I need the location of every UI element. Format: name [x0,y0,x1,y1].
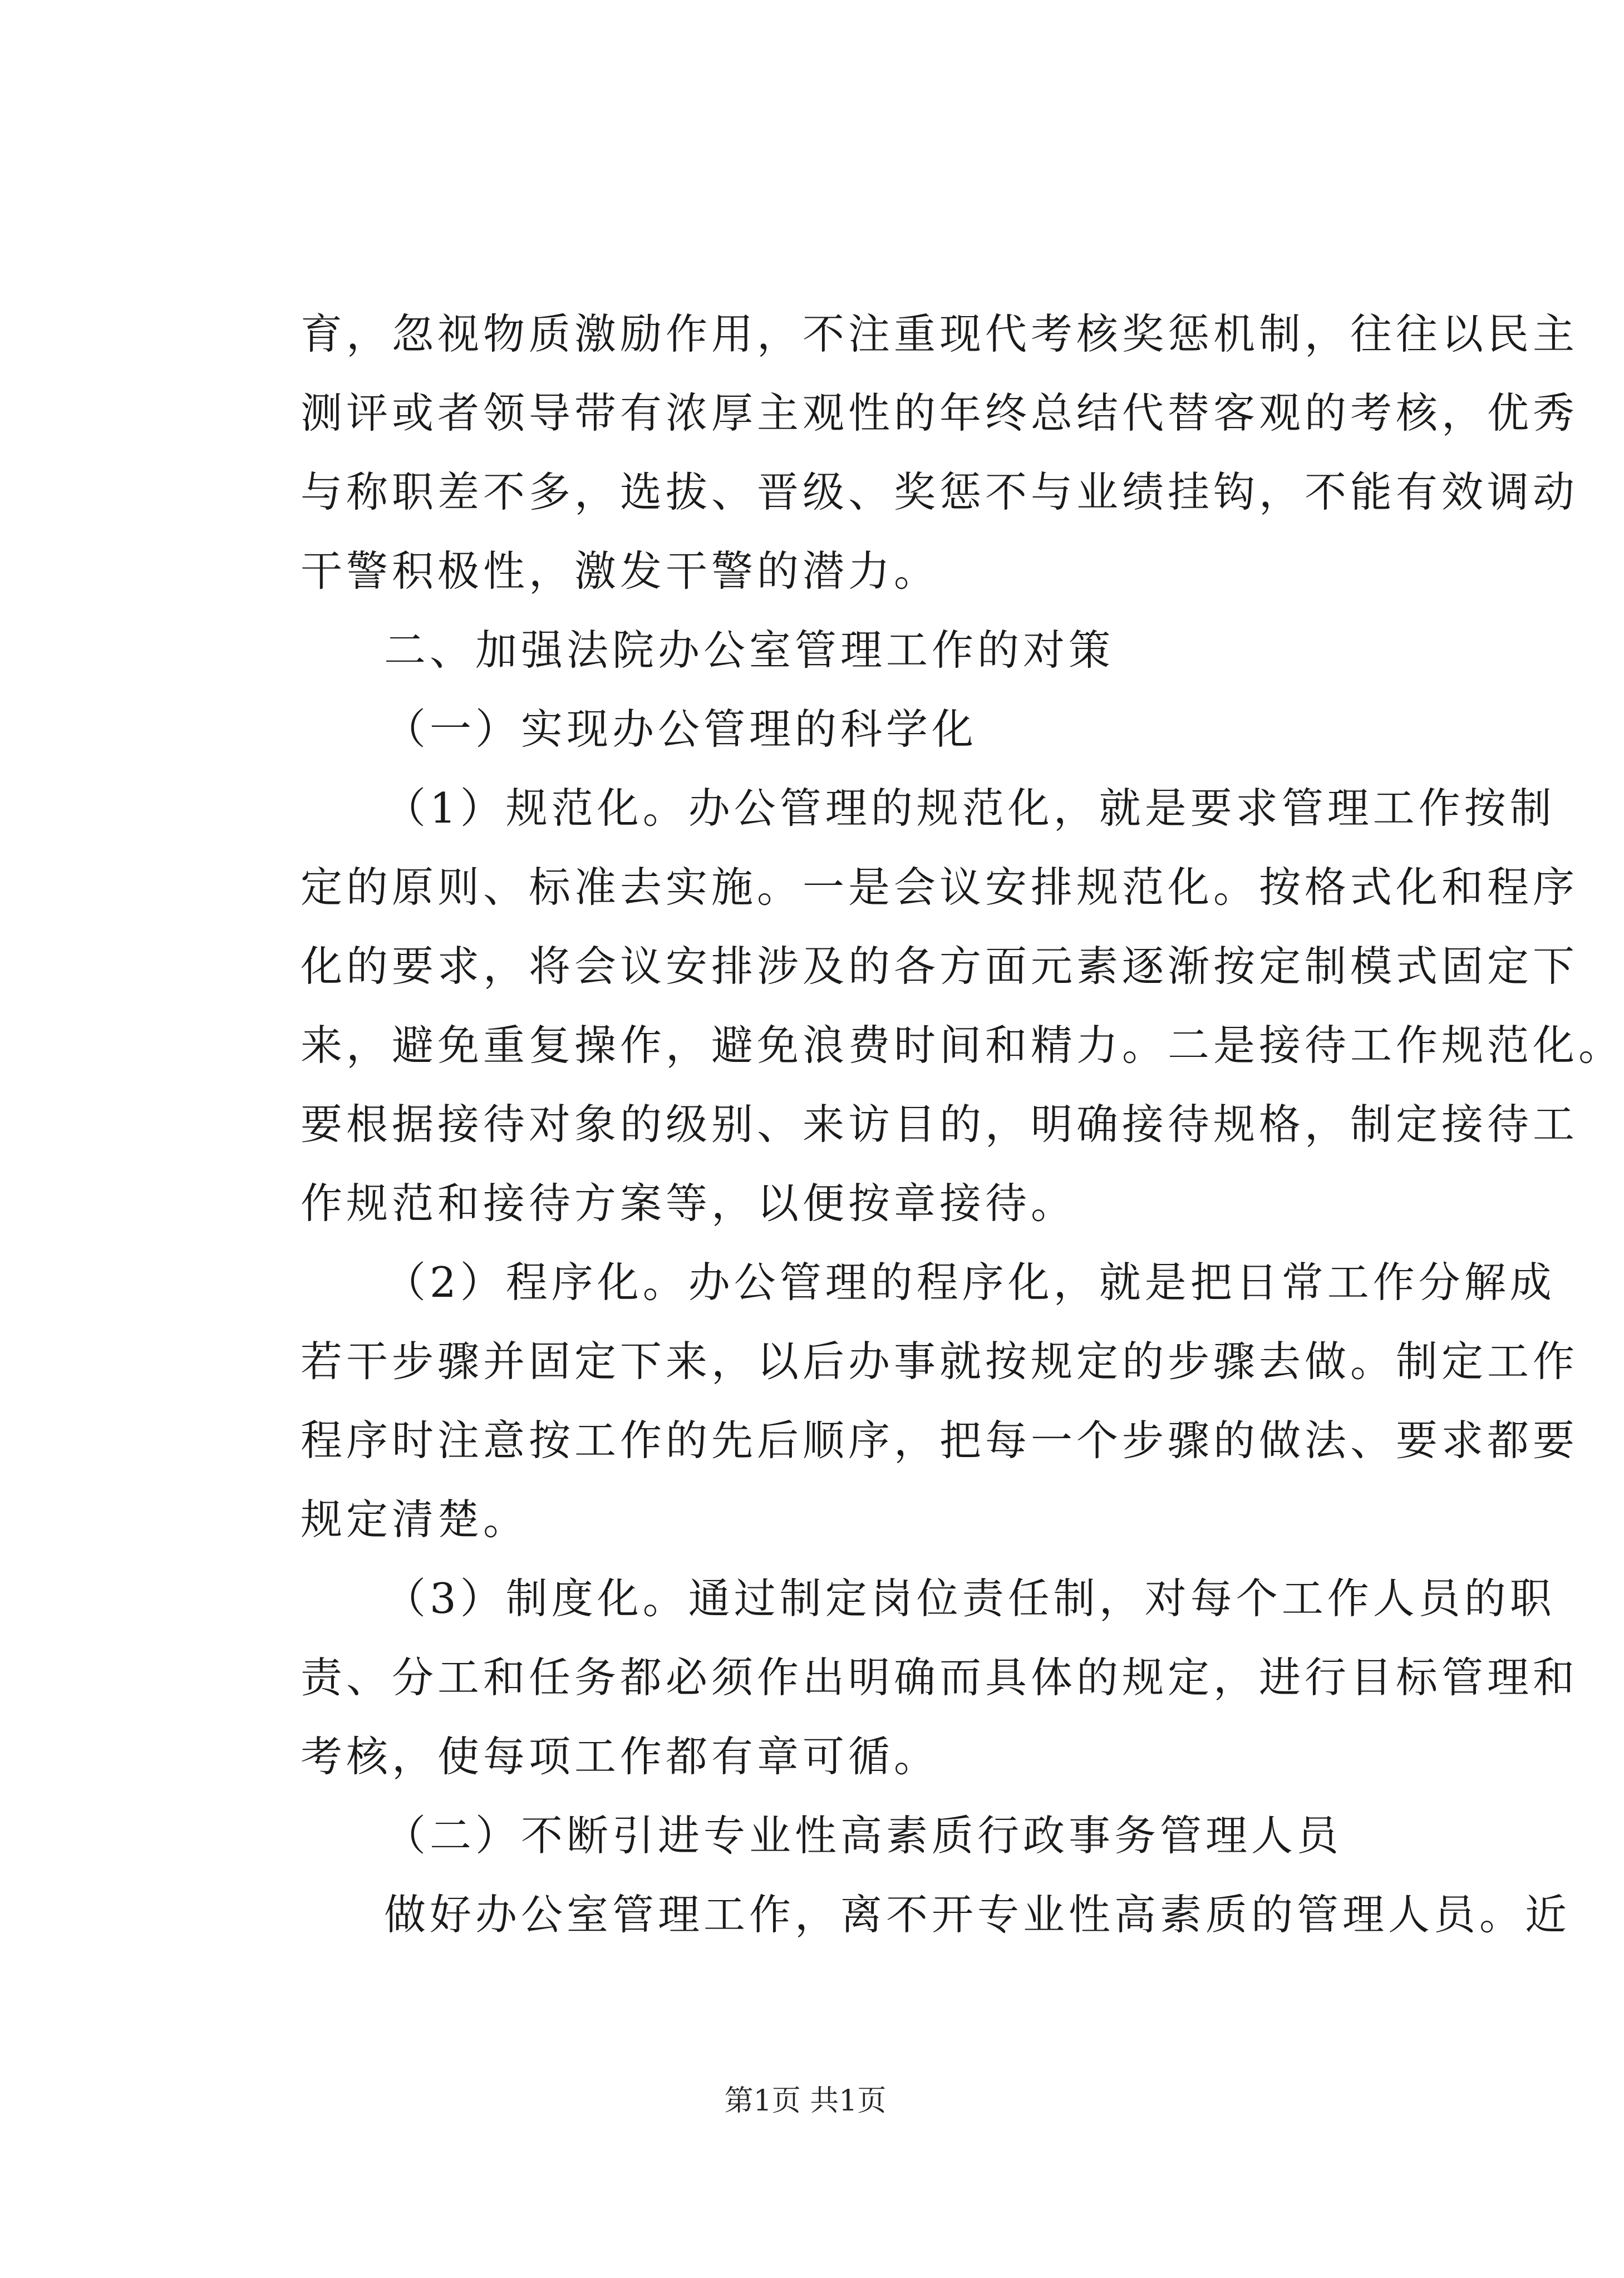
body-line: 育，忽视物质激励作用，不注重现代考核奖惩机制，往往以民主 [301,309,1579,358]
body-line: 要根据接待对象的级别、来访目的，明确接待规格，制定接待工 [301,1100,1579,1149]
body-line: 若干步骤并固定下来，以后办事就按规定的步骤去做。制定工作 [301,1337,1579,1386]
page-footer: 第1页 共1页 [724,2084,887,2118]
subsection-heading: （二）不断引进专业性高素质行政事务管理人员 [384,1811,1343,1860]
body-line: 做好办公室管理工作，离不开专业性高素质的管理人员。近 [384,1890,1571,1939]
body-line: （1）规范化。办公管理的规范化，就是要求管理工作按制 [384,784,1556,833]
body-line: 考核，使每项工作都有章可循。 [301,1732,940,1781]
body-line: 来，避免重复操作，避免浪费时间和精力。二是接待工作规范化。 [301,1021,1624,1070]
body-line: 规定清楚。 [301,1495,529,1544]
subsection-heading: （一）实现办公管理的科学化 [384,705,978,754]
body-line: 化的要求，将会议安排涉及的各方面元素逐渐按定制模式固定下 [301,942,1579,991]
body-line: 程序时注意按工作的先后顺序，把每一个步骤的做法、要求都要 [301,1416,1579,1465]
body-line: 测评或者领导带有浓厚主观性的年终总结代替客观的考核，优秀 [301,388,1579,437]
body-line: 与称职差不多，选拔、晋级、奖惩不与业绩挂钩，不能有效调动 [301,468,1579,516]
body-line: （3）制度化。通过制定岗位责任制，对每个工作人员的职 [384,1574,1556,1623]
body-line: 干警积极性，激发干警的潜力。 [301,547,940,596]
body-line: 作规范和接待方案等，以便按章接待。 [301,1179,1077,1228]
body-line: 定的原则、标准去实施。一是会议安排规范化。按格式化和程序 [301,863,1579,912]
section-heading: 二、加强法院办公室管理工作的对策 [384,626,1115,675]
body-line: （2）程序化。办公管理的程序化，就是把日常工作分解成 [384,1258,1556,1307]
body-line: 责、分工和任务都必须作出明确而具体的规定，进行目标管理和 [301,1653,1579,1702]
